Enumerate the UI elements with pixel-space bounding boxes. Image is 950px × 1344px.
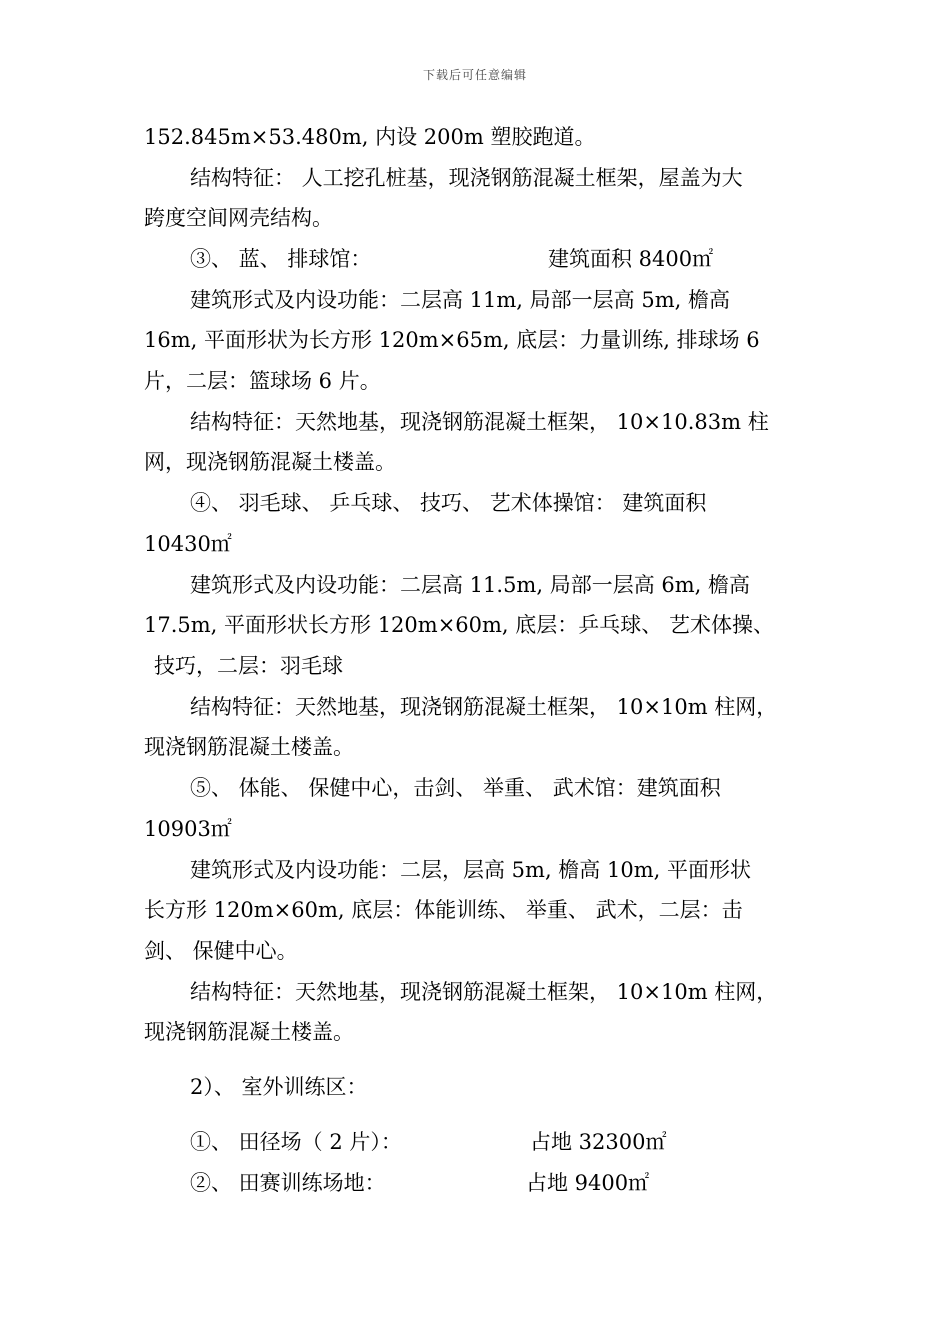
text-line: 10430㎡ <box>144 532 232 556</box>
text-line: 技巧，二层：羽毛球 <box>154 654 343 678</box>
text-line: 剑、 保健中心。 <box>144 939 298 963</box>
text-line: 结构特征：天然地基，现浇钢筋混凝土框架， 10×10m 柱网， <box>190 695 778 719</box>
text-line: 建筑形式及内设功能：二层高 11.5m, 局部一层高 6m, 檐高 <box>190 573 750 597</box>
text-line: 长方形 120m×60m, 底层：体能训练、 举重、 武术，二层：击 <box>144 898 743 922</box>
building-area: 建筑面积 8400㎡ <box>548 247 714 271</box>
list-item: ②、 田赛训练场地： <box>190 1171 386 1195</box>
text-line: 结构特征：天然地基，现浇钢筋混凝土框架， 10×10.83m 柱 <box>190 410 769 434</box>
section-heading: ③、 蓝、 排球馆： <box>190 247 372 271</box>
text-line: 现浇钢筋混凝土楼盖。 <box>144 1020 354 1044</box>
text-line: 跨度空间网壳结构。 <box>144 206 333 230</box>
site-area: 占地 9400㎡ <box>526 1171 650 1195</box>
text-line: 片，二层：篮球场 6 片。 <box>144 369 381 393</box>
text-line: 网，现浇钢筋混凝土楼盖。 <box>144 450 396 474</box>
text-line: 建筑形式及内设功能：二层，层高 5m, 檐高 10m, 平面形状 <box>190 858 751 882</box>
text-line: 16m, 平面形状为长方形 120m×65m, 底层：力量训练, 排球场 6 <box>144 328 760 352</box>
section-heading: 2）、 室外训练区： <box>190 1075 368 1099</box>
section-heading: ④、 羽毛球、 乒乓球、 技巧、 艺术体操馆： 建筑面积 <box>190 491 707 515</box>
text-line: 17.5m, 平面形状长方形 120m×60m, 底层：乒乓球、 艺术体操、 <box>144 613 774 637</box>
text-line: 现浇钢筋混凝土楼盖。 <box>144 735 354 759</box>
section-heading: ⑤、 体能、 保健中心，击剑、 举重、 武术馆：建筑面积 <box>190 776 721 800</box>
text-line: 结构特征： 人工挖孔桩基，现浇钢筋混凝土框架，屋盖为大 <box>190 166 743 190</box>
text-line: 10903㎡ <box>144 817 232 841</box>
text-line: 建筑形式及内设功能：二层高 11m, 局部一层高 5m, 檐高 <box>190 288 730 312</box>
list-item: ①、 田径场（ 2 片）： <box>190 1130 402 1154</box>
text-line: 结构特征：天然地基，现浇钢筋混凝土框架， 10×10m 柱网， <box>190 980 778 1004</box>
site-area: 占地 32300㎡ <box>530 1130 667 1154</box>
text-line: 152.845m×53.480m, 内设 200m 塑胶跑道。 <box>144 125 596 149</box>
page-header: 下载后可任意编辑 <box>422 68 527 82</box>
